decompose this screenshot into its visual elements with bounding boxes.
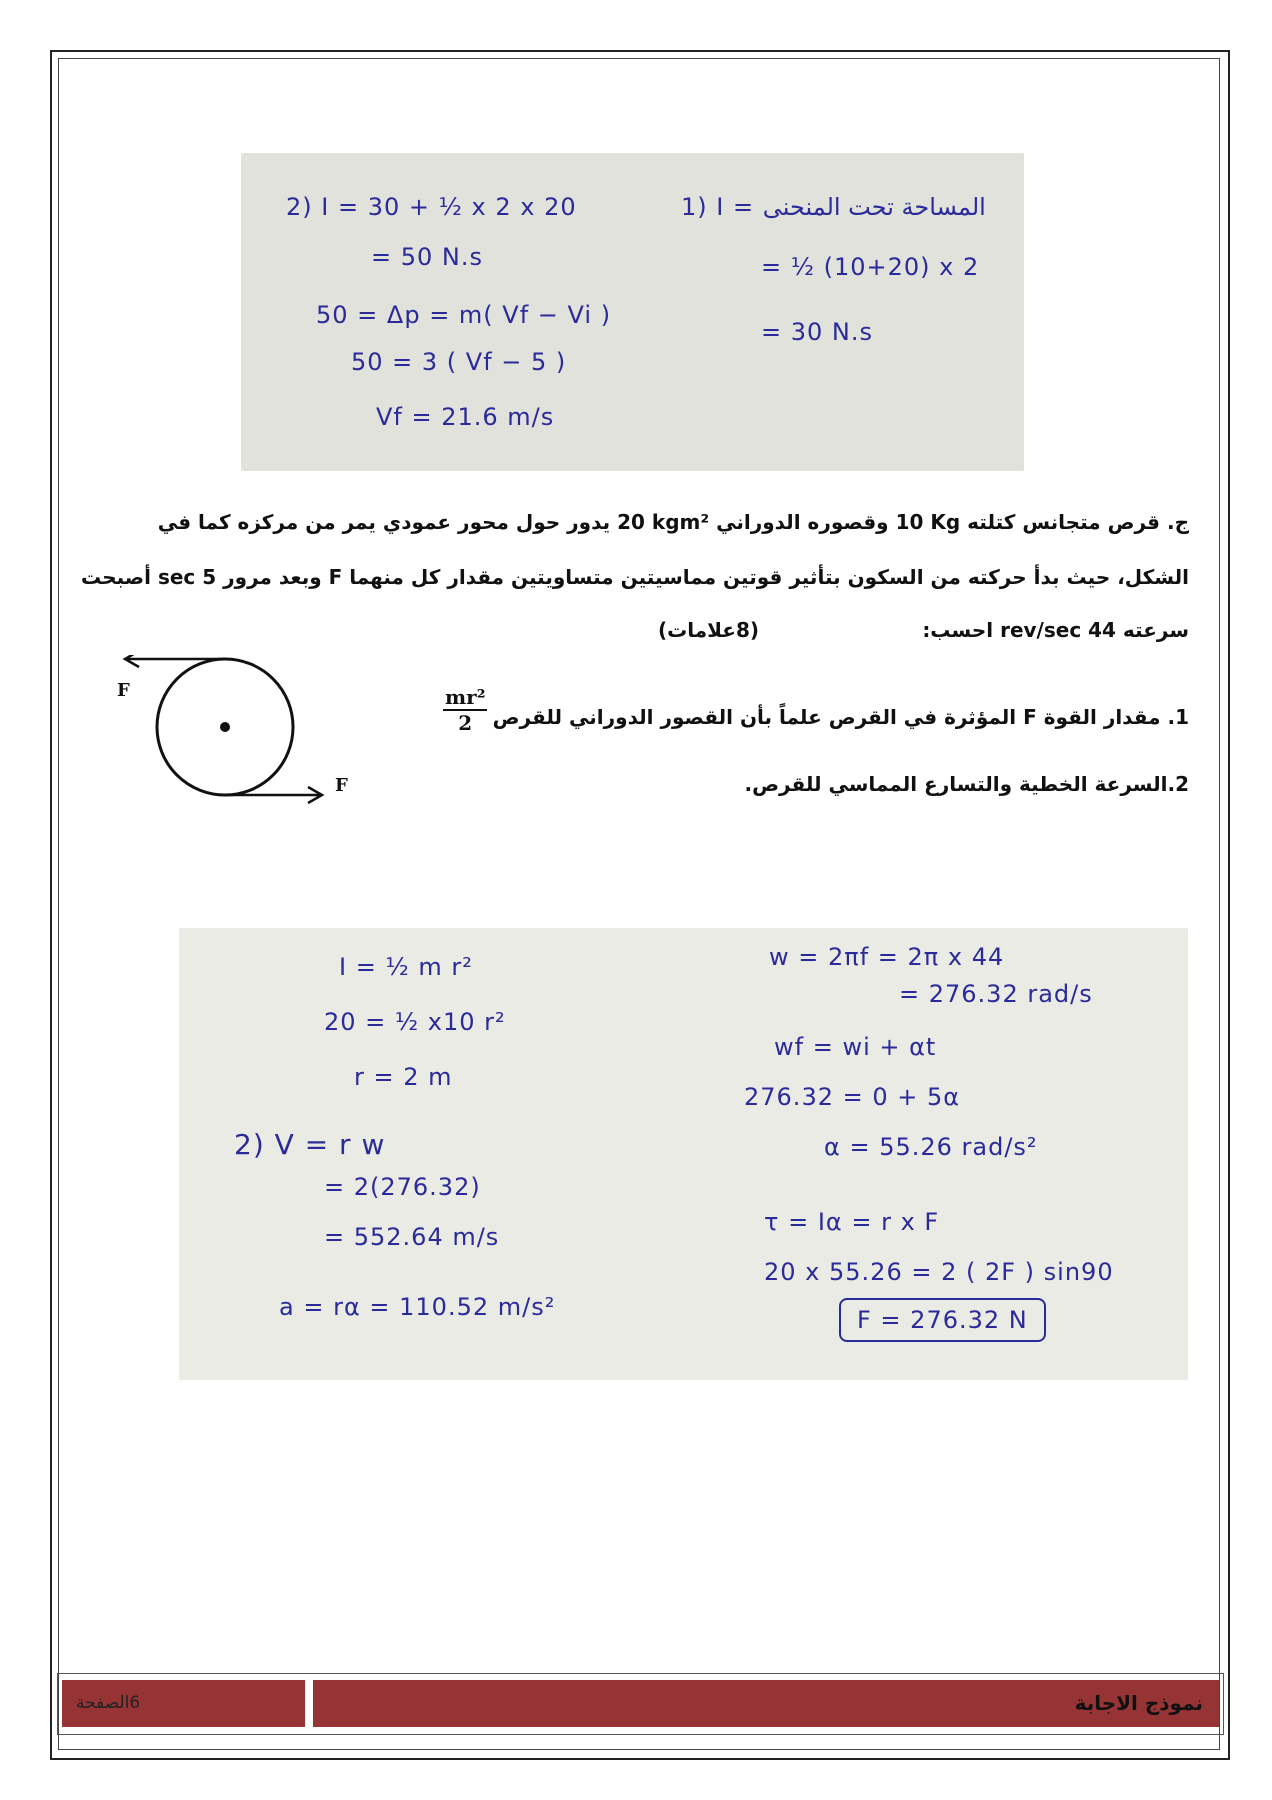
arrow-head-top bbox=[125, 655, 139, 667]
hw-line: 2) I = 30 + ½ x 2 x 20 bbox=[286, 193, 577, 221]
footer-title: نموذج الاجابة bbox=[1074, 1691, 1203, 1715]
page-number: 6الصفحة bbox=[76, 1693, 141, 1713]
hw-line: w = 2πf = 2π x 44 bbox=[769, 943, 1005, 971]
final-answer-box: F = 276.32 N bbox=[839, 1298, 1046, 1342]
question-line-3: سرعته rev/sec 44 احسب: bbox=[922, 618, 1189, 642]
hw-line: 20 = ½ x10 r² bbox=[324, 1008, 506, 1036]
force-label-bottom: F bbox=[335, 775, 348, 796]
hw-line: 50 = Δp = m( Vf − Vi ) bbox=[316, 301, 612, 329]
hw-line: = ½ (10+20) x 2 bbox=[761, 253, 980, 281]
hw-line: 1) I = المساحة تحت المنحنى bbox=[681, 193, 986, 221]
question-item-2: 2.السرعة الخطية والتسارع المماسي للقرص. bbox=[744, 772, 1189, 796]
hw-line: = 552.64 m/s bbox=[324, 1223, 500, 1251]
hw-line: = 30 N.s bbox=[761, 318, 873, 346]
question-line-2: الشكل، حيث بدأ حركته من السكون بتأثير قوتين مماسيتين متساويتين مقدار كل منهما F وبعد مرور 5 sec أصبحت bbox=[81, 565, 1189, 589]
hw-line: 20 x 55.26 = 2 ( 2F ) sin90 bbox=[764, 1258, 1114, 1286]
fraction-denominator: 2 bbox=[458, 711, 473, 735]
hw-line: τ = Iα = r x F bbox=[764, 1208, 940, 1236]
hw-line: I = ½ m r² bbox=[339, 953, 473, 981]
hw-line: = 50 N.s bbox=[371, 243, 483, 271]
disc-diagram-svg bbox=[115, 655, 365, 805]
hw-line: Vf = 21.6 m/s bbox=[376, 403, 555, 431]
top-whiteboard-photo bbox=[241, 153, 1024, 471]
hw-line: = 2(276.32) bbox=[324, 1173, 481, 1201]
marks-label: (8علامات) bbox=[657, 618, 759, 642]
force-label-top: F bbox=[117, 680, 130, 701]
footer-page-bar bbox=[62, 1680, 305, 1727]
hw-line: 50 = 3 ( Vf − 5 ) bbox=[351, 348, 567, 376]
inertia-fraction bbox=[443, 685, 487, 735]
question-line-1: ج. قرص متجانس كتلته 10 Kg وقصوره الدوراني 20 kgm² يدور حول محور عمودي يمر من مركزه كما في bbox=[157, 510, 1189, 534]
fraction-numerator: mr² bbox=[445, 685, 486, 709]
hw-line: = 276.32 rad/s bbox=[899, 980, 1093, 1008]
hw-line: α = 55.26 rad/s² bbox=[824, 1133, 1038, 1161]
footer-title-bar bbox=[313, 1680, 1219, 1727]
hw-line: a = rα = 110.52 m/s² bbox=[279, 1293, 556, 1321]
question-item-1: 1. مقدار القوة F المؤثرة في القرص علماً بأن القصور الدوراني للقرص bbox=[492, 705, 1189, 729]
hw-line: 2) V = r w bbox=[234, 1128, 386, 1161]
page-footer bbox=[57, 1673, 1224, 1735]
hw-line: wf = wi + αt bbox=[774, 1033, 937, 1061]
bottom-whiteboard-photo bbox=[179, 928, 1188, 1380]
hw-line: 276.32 = 0 + 5α bbox=[744, 1083, 961, 1111]
hw-line: r = 2 m bbox=[354, 1063, 453, 1091]
disc-figure bbox=[115, 655, 365, 805]
disc-center-dot bbox=[220, 722, 230, 732]
